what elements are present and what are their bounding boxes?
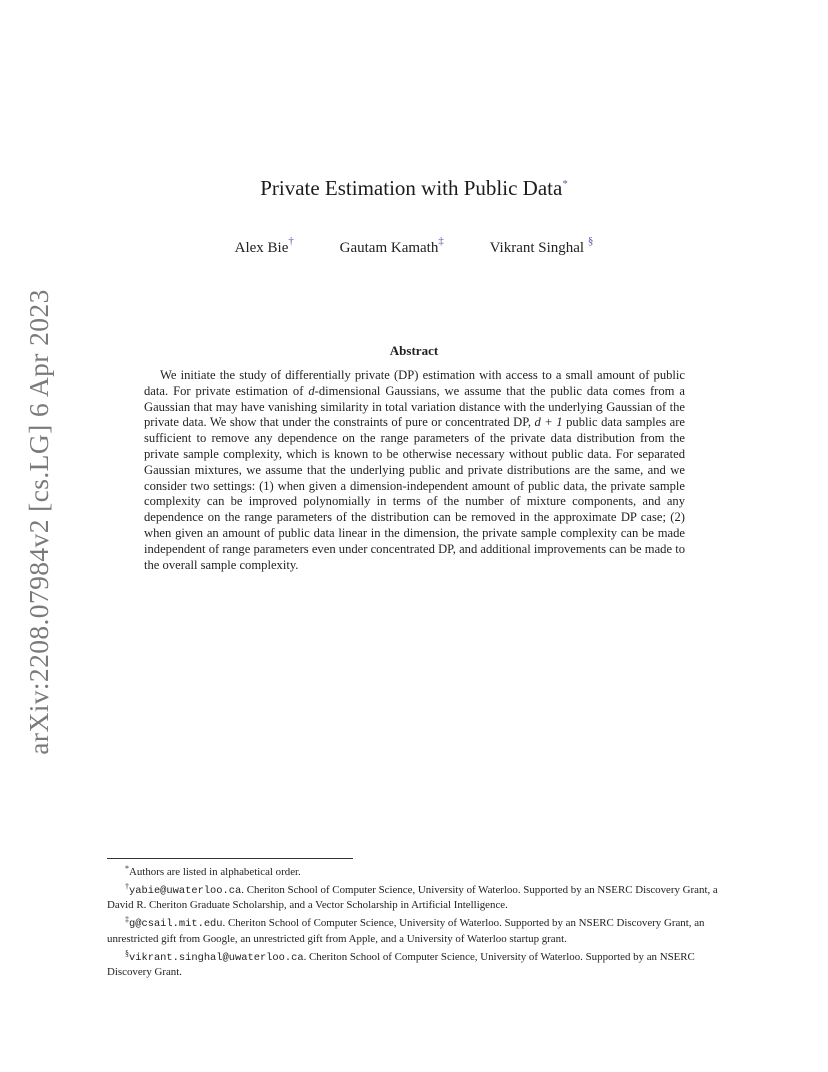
footnote-email-link[interactable]: g@csail.mit.edu bbox=[129, 918, 223, 931]
title-footnote-mark[interactable]: * bbox=[562, 178, 568, 190]
author-footnote-mark[interactable]: § bbox=[587, 235, 594, 247]
abstract-body bbox=[144, 368, 685, 573]
footnote-text: . Cheriton School of Computer Science, University of Waterloo. Supported by an NSERC Discovery Grant. bbox=[107, 950, 695, 979]
footnote-text: . Cheriton School of Computer Science, University of Waterloo. Supported by an NSERC Discovery Grant, a David R. Cheriton Graduate Scholarship, and a Vector Scholarship in Artificial Intelligence. bbox=[107, 883, 718, 912]
footnote-alphabetical bbox=[107, 862, 721, 880]
abstract-math-d-plus-1: d + 1 bbox=[534, 415, 563, 430]
author-footnote-mark[interactable]: ‡ bbox=[438, 235, 444, 247]
footnotes bbox=[107, 862, 721, 980]
arxiv-identifier-text: arXiv:2208.07984v2 [cs.LG] 6 Apr 2023 bbox=[23, 289, 54, 755]
footnote-mark: * bbox=[125, 864, 129, 873]
paper-title bbox=[0, 176, 828, 201]
author-gautam-kamath bbox=[340, 235, 444, 257]
author-vikrant-singhal bbox=[490, 235, 594, 257]
author-name: Alex Bie bbox=[234, 240, 289, 256]
footnote-mark: † bbox=[125, 881, 129, 891]
abstract-text-part-1: We initiate the study of differentially private (DP) estimation with access to a small amount of public data. For private estimation of bbox=[144, 368, 685, 398]
paper-title-text: Private Estimation with Public Data bbox=[260, 176, 563, 200]
abstract-text-part-2: -dimensional Gaussians, we assume that the public data comes from a Gaussian that may have vanishing similarity in total variation distance with the underlying Gaussian of the private data. We show that under the constraints of pure or concentrated DP, bbox=[144, 383, 685, 430]
footnote-text: . Cheriton School of Computer Science, University of Waterloo. Supported by an NSERC Discovery Grant, an unrestricted gift from Google, an unrestricted gift from Apple, and a University of Waterloo startup grant. bbox=[107, 917, 705, 945]
footnote-vikrant-singhal bbox=[107, 947, 721, 980]
footnote-gautam-kamath bbox=[107, 913, 721, 946]
footnote-email-link[interactable]: vikrant.singhal@uwaterloo.ca bbox=[129, 951, 304, 964]
footnote-mark: ‡ bbox=[125, 915, 129, 925]
author-name: Gautam Kamath bbox=[339, 240, 439, 256]
author-list bbox=[0, 235, 828, 257]
author-alex-bie bbox=[235, 235, 294, 257]
footnote-alex-bie bbox=[107, 880, 721, 913]
author-footnote-mark[interactable]: † bbox=[288, 235, 294, 247]
arxiv-identifier-stamp bbox=[16, 289, 62, 755]
abstract-math-d: d bbox=[308, 383, 315, 398]
abstract-heading: Abstract bbox=[389, 343, 439, 358]
footnote-email-link[interactable]: yabie@uwaterloo.ca bbox=[129, 884, 242, 897]
footnote-text: Authors are listed in alphabetical order. bbox=[129, 866, 301, 878]
author-name: Vikrant Singhal bbox=[489, 240, 585, 256]
footnote-divider bbox=[107, 858, 353, 859]
abstract-text-part-3: public data samples are sufficient to remove any dependence on the range parameters of the private data distribution from the private sample complexity, which is known to be otherwise necessary without public data. For separated Gaussian mixtures, we assume that the underlying public and private distributions are the same, and we consider two settings: (1) when given a dimension-independent amount of public data, the private sample complexity can be improved polynomially in terms of the number of mixture components, and any dependence on the range parameters of the distribution can be removed in the approximate DP case; (2) when given an amount of public data linear in the dimension, the private sample complexity can be made independent of range parameters even under concentrated DP, and additional improvements can be made to the overall sample complexity. bbox=[144, 415, 685, 572]
footnote-mark: § bbox=[125, 948, 129, 958]
